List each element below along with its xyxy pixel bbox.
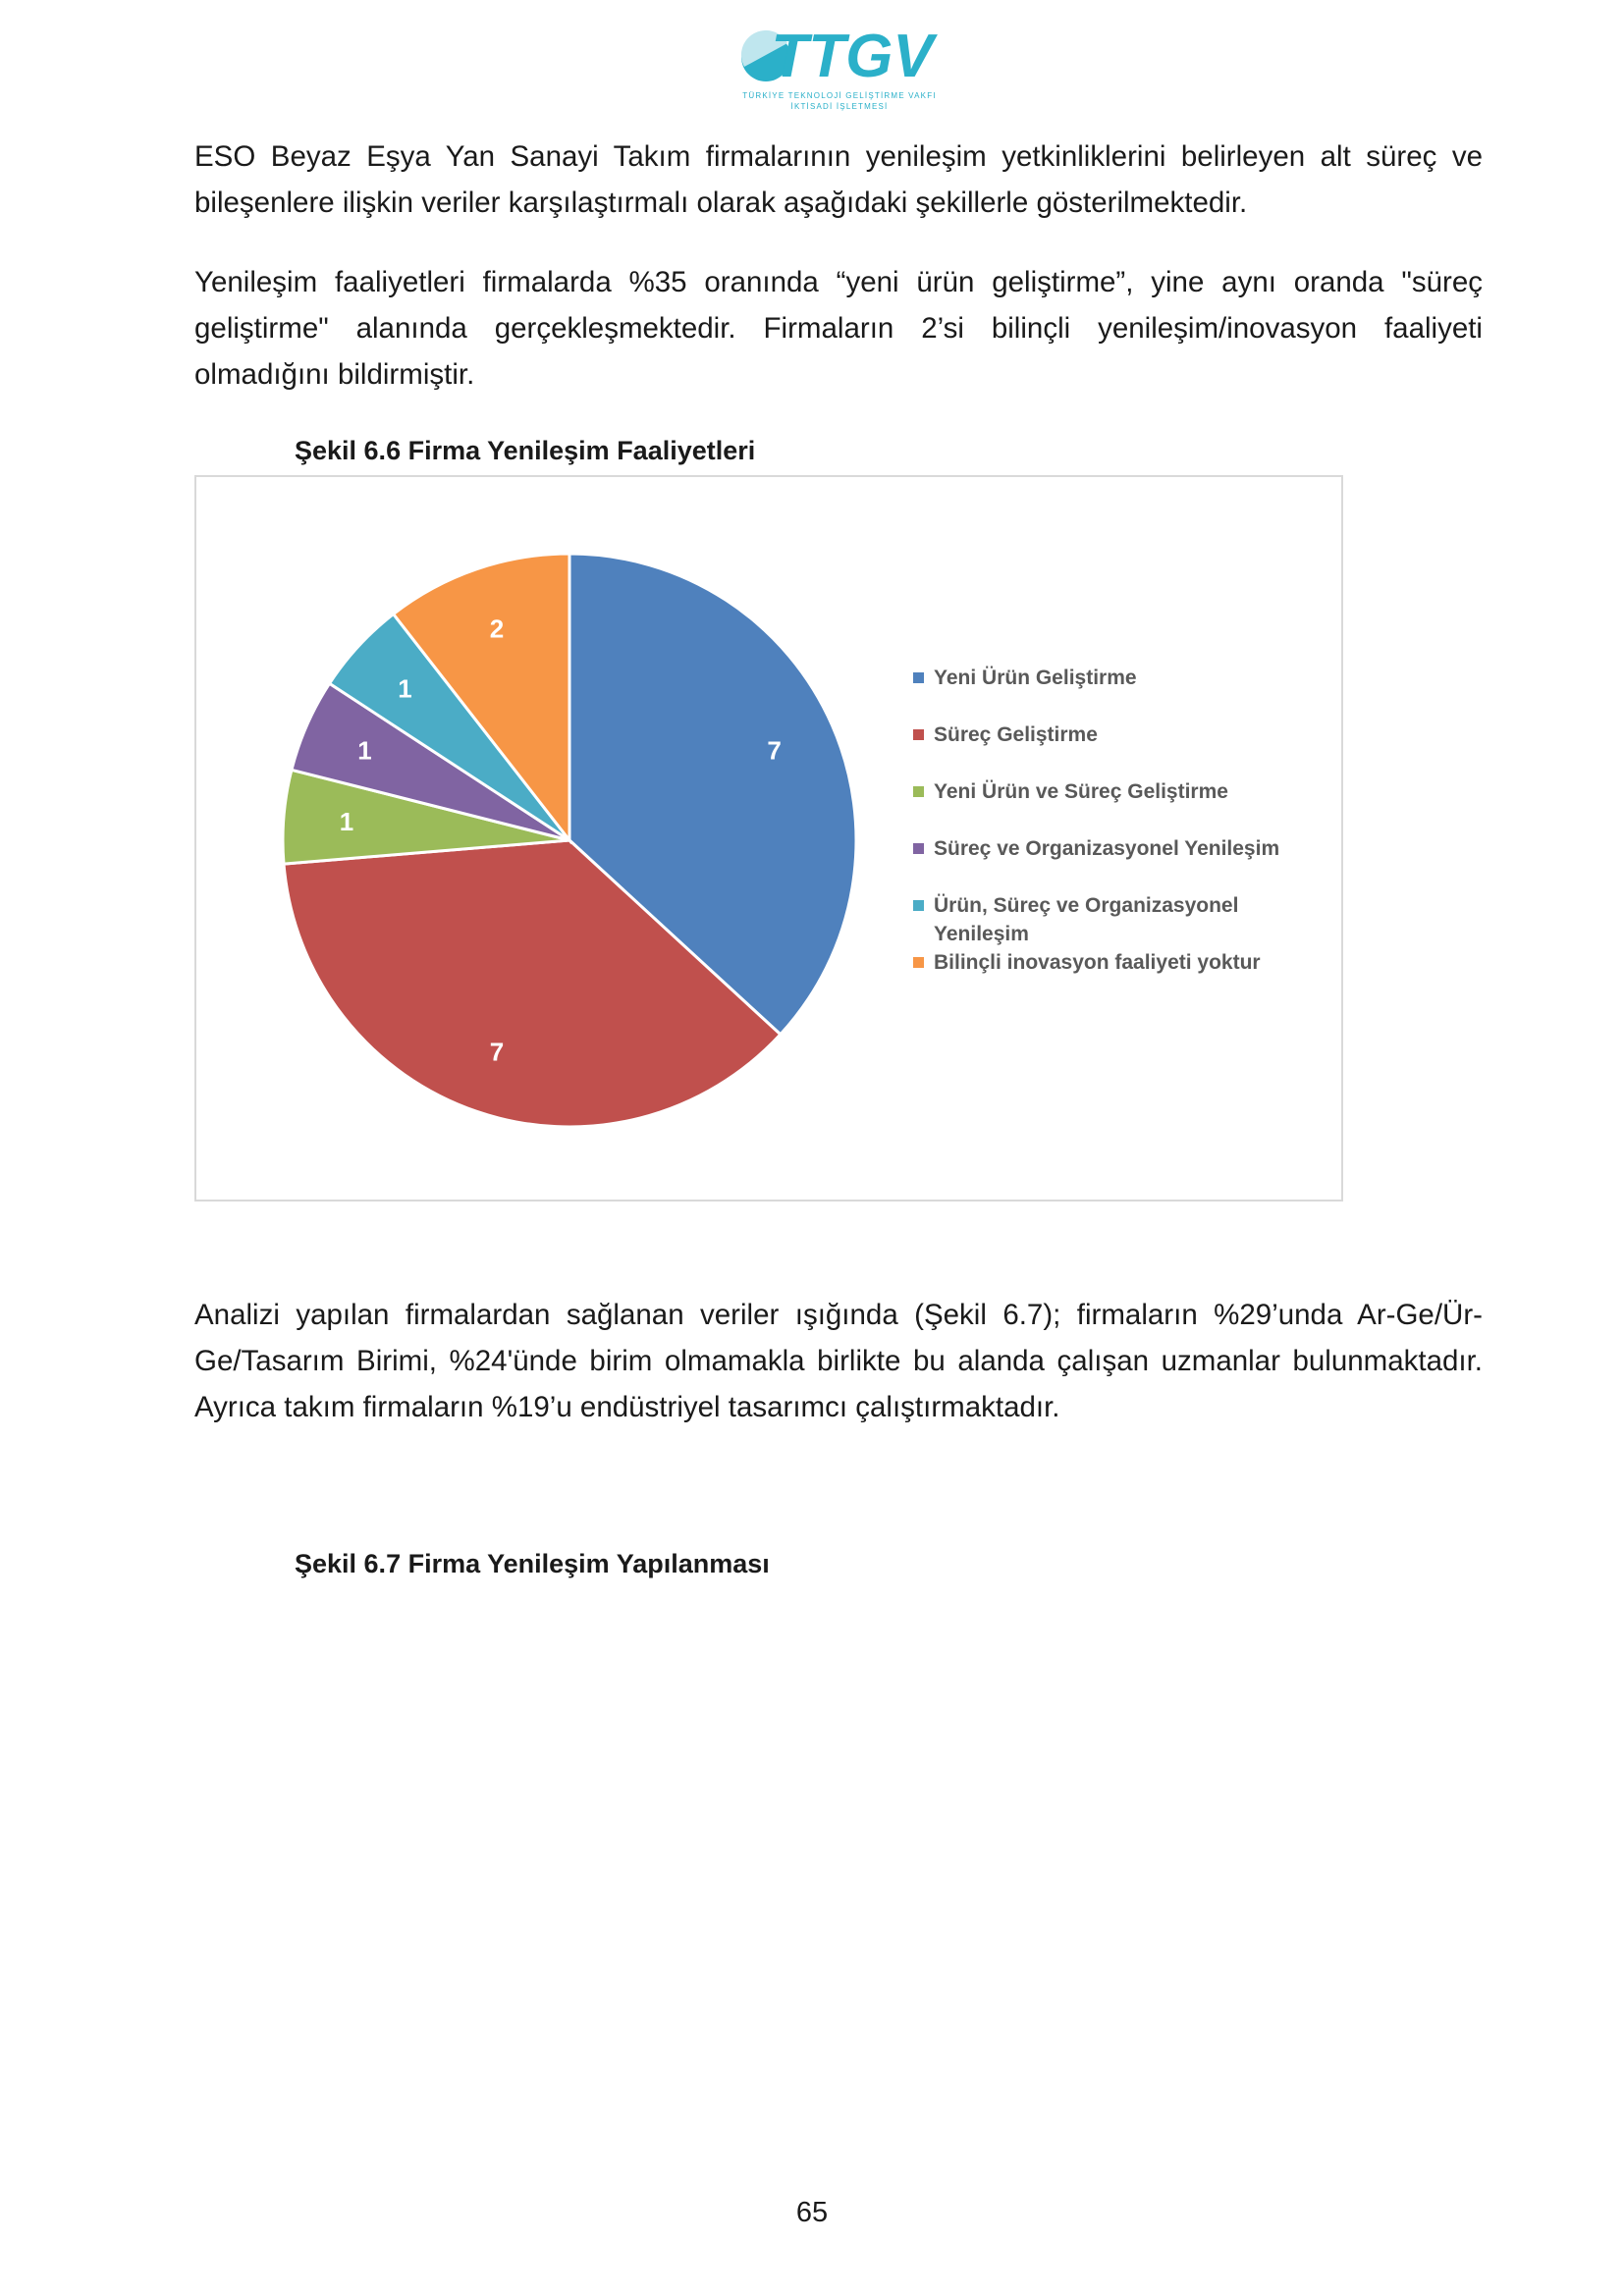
pie-data-label: 1 (357, 735, 372, 766)
legend-swatch (913, 843, 924, 854)
pie-data-label: 2 (489, 614, 505, 644)
figure-caption-6-6: Şekil 6.6 Firma Yenileşim Faaliyetleri (295, 436, 756, 465)
legend-swatch (913, 729, 924, 740)
pie-chart-container (194, 475, 1343, 1201)
legend-item (913, 777, 1287, 806)
legend-item (913, 948, 1287, 977)
paragraph-activities: Yenileşim faaliyetleri firmalarda %35 oranında “yeni ürün geliştirme”, yine aynı oranda "süreç geliştirme" alanında gerçekleşmektedir. Firmaların 2’si bilinçli yenileşim/inovasyon faaliyeti olmadığını bildirmiştir. (194, 266, 1483, 391)
pie-data-label: 7 (489, 1037, 505, 1067)
ttgv-logo-mark (736, 20, 943, 90)
legend-swatch (913, 957, 924, 968)
legend-swatch (913, 672, 924, 683)
legend-label: Ürün, Süreç ve Organizasyonel Yenileşim (934, 894, 1239, 945)
pie-data-label: 7 (767, 735, 782, 766)
logo-subtitle-line1: TÜRKİYE TEKNOLOJİ GELİŞTİRME VAKFI (742, 91, 937, 100)
logo-subtitle-line2: İKTİSADİ İŞLETMESİ (790, 102, 889, 111)
legend-swatch (913, 900, 924, 911)
legend-label: Yeni Ürün Geliştirme (934, 667, 1137, 689)
legend-label: Bilinçli inovasyon faaliyeti yoktur (934, 951, 1261, 974)
legend-label: Yeni Ürün ve Süreç Geliştirme (934, 780, 1228, 803)
paragraph-intro: ESO Beyaz Eşya Yan Sanayi Takım firmalarının yenileşim yetkinliklerini belirleyen alt süreç ve bileşenlere ilişkin veriler karşılaştırmalı olarak aşağıdaki şekillerle gösterilmektedir. (194, 140, 1483, 219)
legend-label: Süreç Geliştirme (934, 723, 1098, 746)
figure-caption-6-7: Şekil 6.7 Firma Yenileşim Yapılanması (295, 1549, 770, 1578)
legend-item (913, 891, 1287, 948)
logo-wordmark: TTGV (771, 23, 934, 90)
page-number: 65 (795, 2197, 829, 2228)
legend-item (913, 721, 1287, 749)
paragraph-structure: Analizi yapılan firmalardan sağlanan veriler ışığında (Şekil 6.7); firmaların %29’unda Ar-Ge/Ür-Ge/Tasarım Birimi, %24'ünde birim olmamakla birlikte bu alanda çalışan uzmanlar bulunmaktadır. Ayrıca takım firmaların %19’u endüstriyel tasarımcı çalıştırmaktadır. (194, 1299, 1483, 1423)
legend-swatch (913, 786, 924, 797)
pie-data-label: 1 (339, 807, 354, 837)
pie-data-label: 1 (398, 673, 412, 704)
legend-label: Süreç ve Organizasyonel Yenileşim (934, 837, 1280, 860)
ttgv-logo (736, 20, 943, 118)
legend-item (913, 834, 1287, 863)
legend-item (913, 664, 1287, 692)
